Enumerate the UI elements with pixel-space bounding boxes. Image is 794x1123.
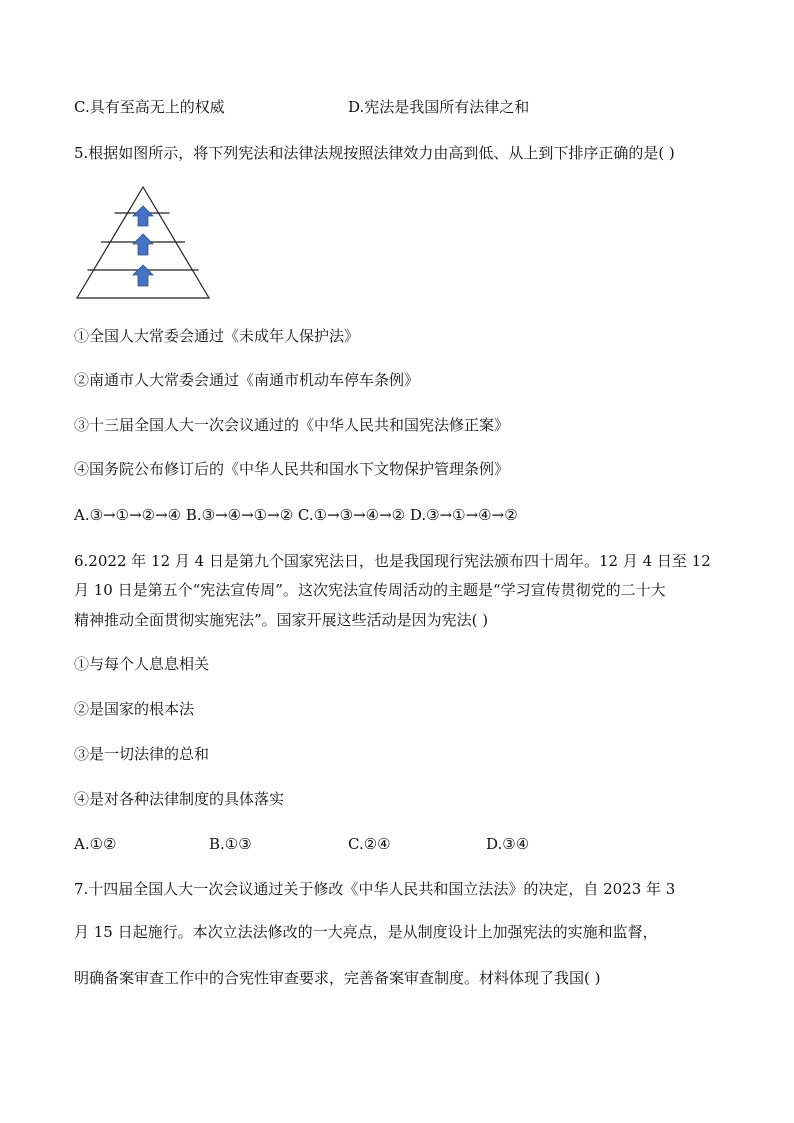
q6-item-1: ①与每个人息息相关 bbox=[74, 655, 210, 673]
q5-stem: 5.根据如图所示，将下列宪法和法律法规按照法律效力由高到低、从上到下排序正确的是( ) bbox=[74, 144, 675, 162]
q5-item-1: ①全国人大常委会通过《未成年人保护法》 bbox=[74, 327, 360, 345]
q5-item-3: ③十三届全国人大一次会议通过的《中华人民共和国宪法修正案》 bbox=[74, 416, 510, 434]
q4-option-d: D.宪法是我国所有法律之和 bbox=[348, 98, 530, 116]
q6-option-a: A.①② bbox=[74, 835, 117, 853]
q5-item-4: ④国务院公布修订后的《中华人民共和国水下文物保护管理条例》 bbox=[74, 460, 510, 478]
q7-stem-line-3: 明确备案审查工作中的合宪性审查要求，完善备案审查制度。材料体现了我国( ) bbox=[74, 969, 601, 987]
q5-options: A.③→①→②→④ B.③→④→①→② C.①→③→④→② D.③→①→④→② bbox=[74, 506, 518, 524]
q5-item-2: ②南通市人大常委会通过《南通市机动车停车条例》 bbox=[74, 371, 420, 389]
q6-option-b: B.①③ bbox=[209, 835, 252, 853]
q6-stem-line-2: 月 10 日是第五个“宪法宣传周”。这次宪法宣传周活动的主题是“学习宣传贯彻党的二十大 bbox=[74, 581, 666, 599]
q7-stem-line-1: 7.十四届全国人大一次会议通过关于修改《中华人民共和国立法法》的决定，自 2023 年 3 bbox=[74, 880, 676, 898]
q6-stem-line-3: 精神推动全面贯彻实施宪法”。国家开展这些活动是因为宪法( ) bbox=[74, 611, 489, 629]
law-hierarchy-pyramid bbox=[74, 186, 212, 300]
q6-item-4: ④是对各种法律制度的具体落实 bbox=[74, 790, 285, 808]
q6-item-2: ②是国家的根本法 bbox=[74, 700, 195, 718]
q6-item-3: ③是一切法律的总和 bbox=[74, 745, 210, 763]
q6-stem-line-1: 6.2022 年 12 月 4 日是第九个国家宪法日，也是我国现行宪法颁布四十周年。12 月 4 日至 12 bbox=[74, 552, 711, 570]
q4-option-c: C.具有至高无上的权威 bbox=[74, 98, 225, 116]
q6-option-d: D.③④ bbox=[486, 835, 530, 853]
q7-stem-line-2: 月 15 日起施行。本次立法法修改的一大亮点，是从制度设计上加强宪法的实施和监督， bbox=[74, 923, 658, 941]
q6-option-c: C.②④ bbox=[348, 835, 391, 853]
